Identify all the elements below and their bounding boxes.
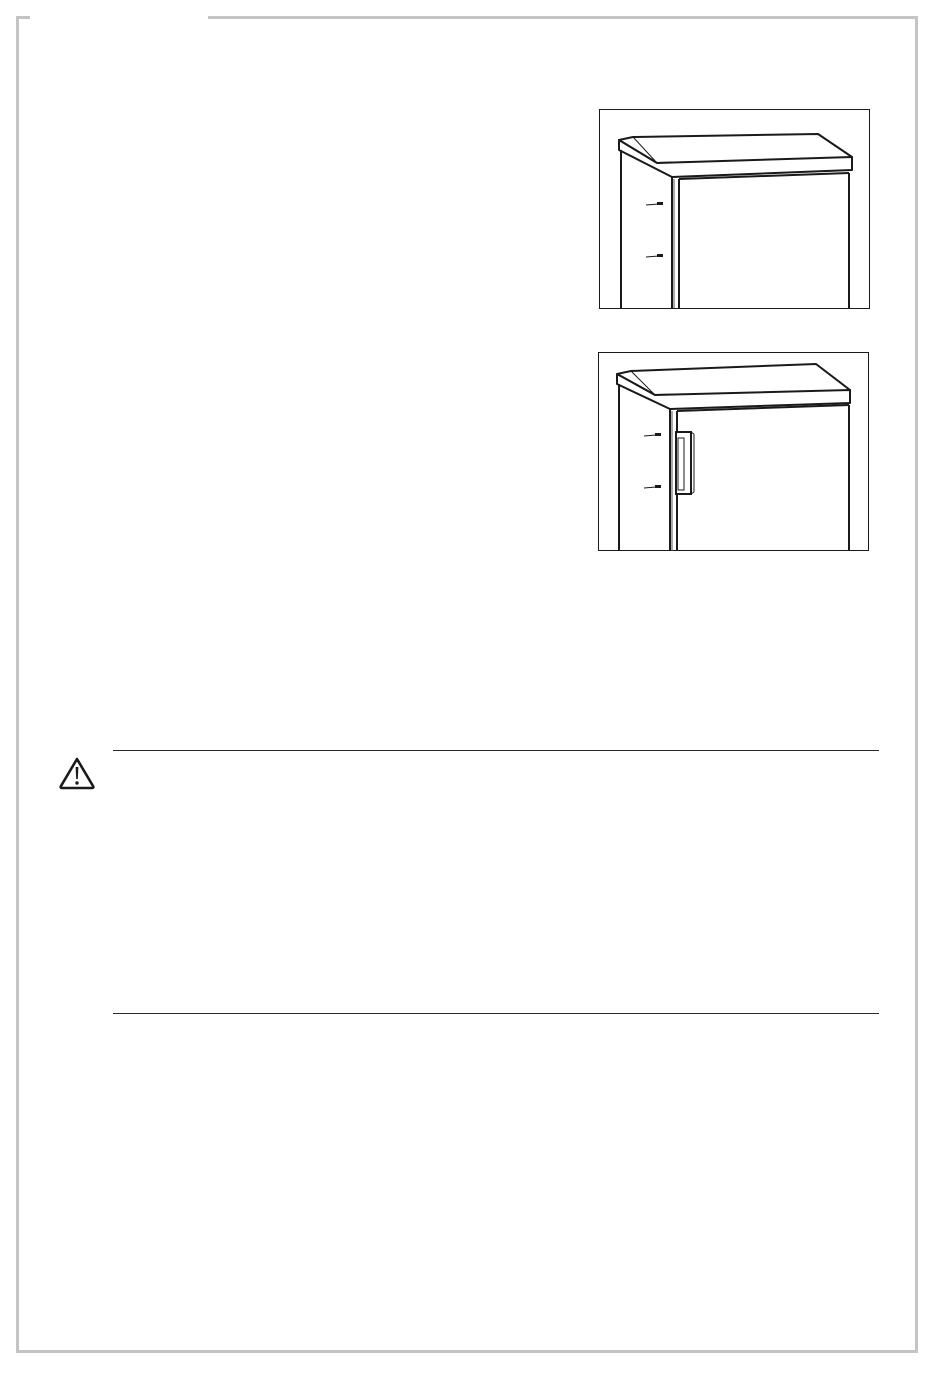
warning-content-area — [113, 760, 879, 1006]
warning-triangle-icon — [58, 756, 96, 790]
figure-handle-screws — [598, 352, 869, 551]
page-frame-tab-gap — [30, 12, 208, 22]
refrigerator-door-handle-screws-illustration — [598, 352, 869, 551]
warning-top-rule — [113, 750, 879, 751]
refrigerator-door-hinge-screws-illustration — [599, 109, 870, 309]
figure-hinge-screws — [599, 109, 870, 309]
warning-bottom-rule — [113, 1013, 879, 1014]
